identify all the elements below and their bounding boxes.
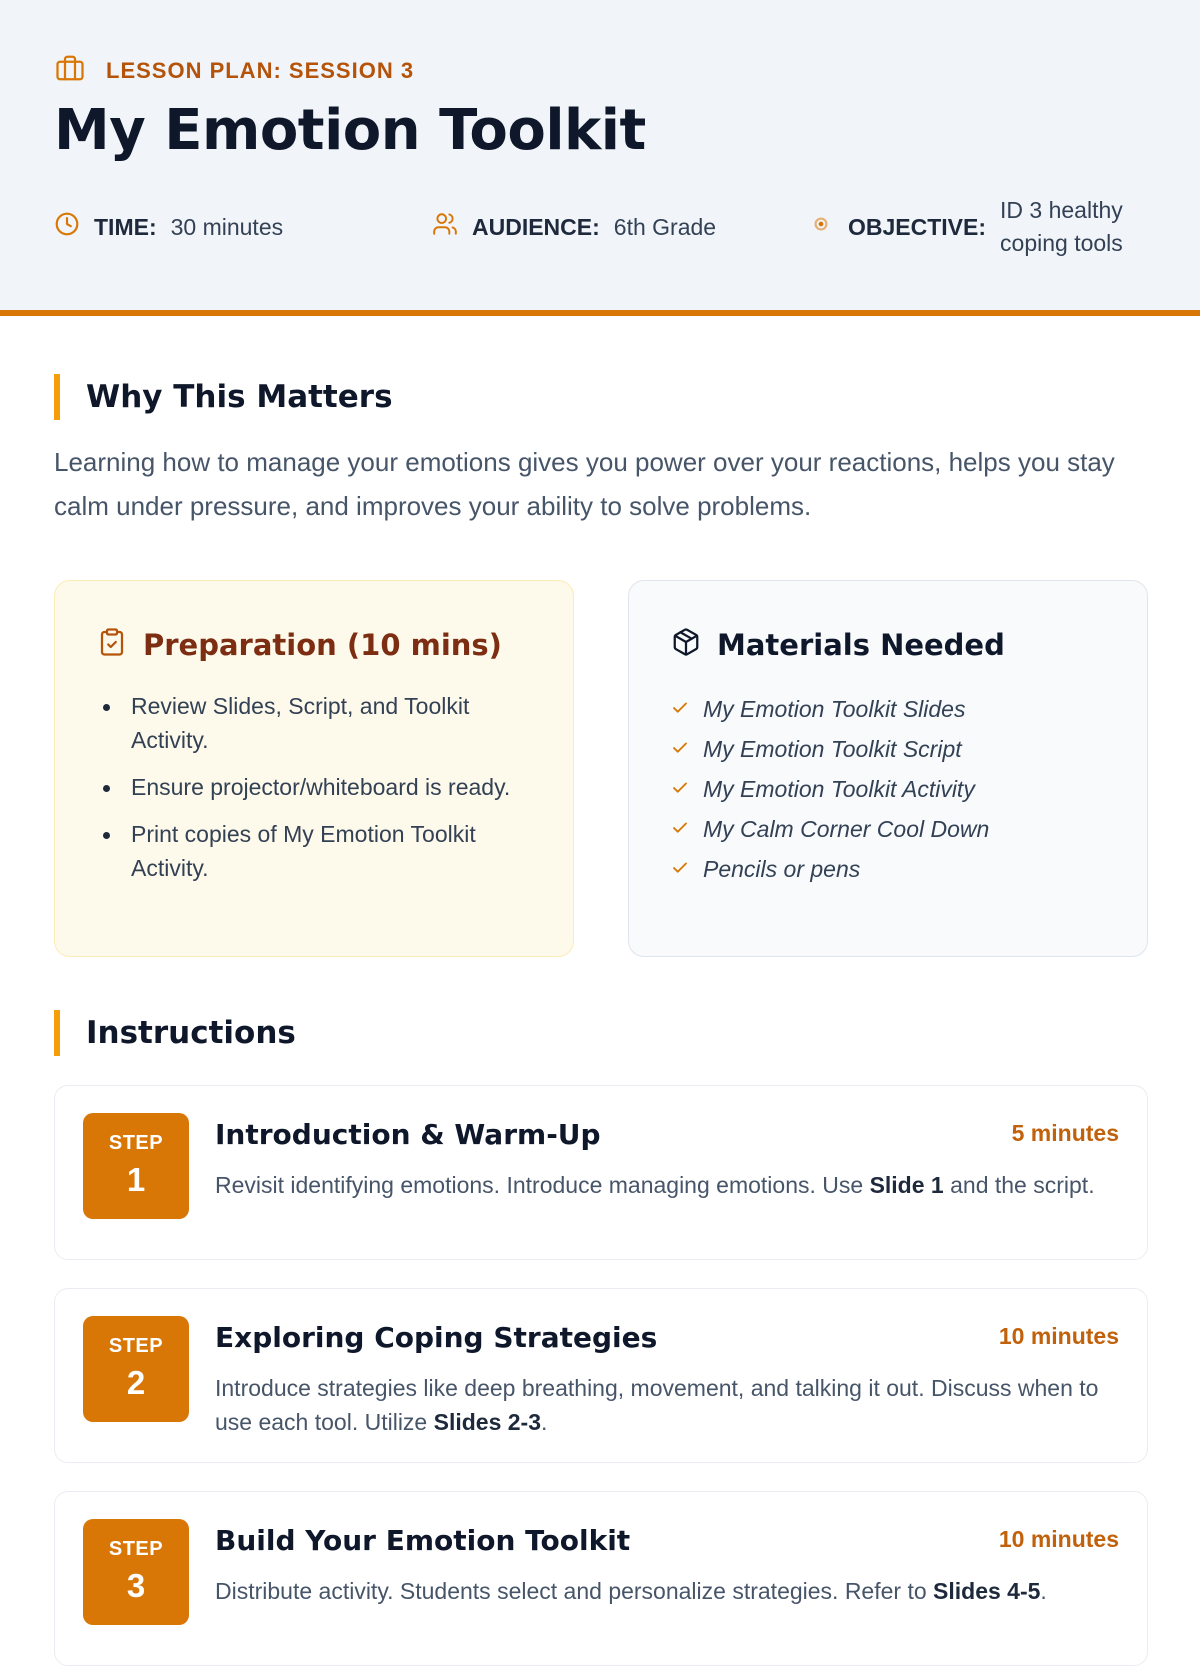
materials-item-label: My Emotion Toolkit Activity	[703, 775, 975, 802]
step-card	[54, 1085, 1148, 1260]
step-duration: 10 minutes	[998, 1526, 1119, 1552]
materials-item	[671, 849, 1107, 889]
meta-time-value: 30 minutes	[170, 213, 284, 240]
step-title: Build Your Emotion Toolkit	[215, 1524, 631, 1557]
preparation-heading: Preparation (10 mins)	[143, 628, 502, 662]
step-card	[54, 1491, 1148, 1666]
materials-item-label: My Emotion Toolkit Slides	[703, 695, 966, 722]
step-card	[54, 1288, 1148, 1463]
briefcase-icon	[54, 53, 86, 89]
step-description: Distribute activity. Students select and personalize strategies. Refer to Slides 4-5.	[215, 1578, 1047, 1604]
materials-header	[671, 625, 1107, 665]
step-badge-word: STEP	[108, 1132, 164, 1154]
materials-item	[671, 689, 1107, 729]
preparation-list	[97, 689, 533, 885]
step-badge-number: 3	[126, 1567, 146, 1604]
step-title: Exploring Coping Strategies	[215, 1321, 658, 1354]
package-icon	[671, 627, 701, 664]
materials-heading: Materials Needed	[717, 628, 1005, 662]
users-icon	[432, 211, 472, 243]
step-title: Introduction & Warm-Up	[215, 1118, 601, 1151]
meta-time-label: TIME:	[94, 213, 157, 240]
meta-objective	[808, 196, 1150, 258]
lesson-eyebrow	[54, 56, 414, 86]
meta-audience-value: 6th Grade	[613, 213, 717, 240]
step-badge-word: STEP	[108, 1335, 164, 1357]
step-badge	[83, 1519, 189, 1625]
preparation-item: Ensure projector/whiteboard is ready.	[97, 770, 517, 804]
materials-item-label: My Emotion Toolkit Script	[703, 735, 962, 762]
meta-audience	[432, 196, 716, 258]
step-badge-number: 2	[126, 1364, 146, 1401]
step-badge-word: STEP	[108, 1538, 164, 1560]
meta-objective-value: ID 3 healthy coping tools	[1000, 197, 1123, 256]
preparation-card	[54, 580, 574, 957]
check-icon	[671, 736, 689, 763]
meta-audience-label: AUDIENCE:	[472, 213, 600, 240]
preparation-item: Print copies of My Emotion Toolkit Activity.	[97, 817, 517, 885]
step-description: Revisit identifying emotions. Introduce managing emotions. Use Slide 1 and the script.	[215, 1172, 1095, 1198]
clock-icon	[54, 211, 94, 243]
why-text: Learning how to manage your emotions gives you power over your reactions, helps you stay calm under pressure, and improves your ability to solve problems.	[54, 447, 1115, 521]
meta-objective-label: OBJECTIVE:	[848, 213, 987, 240]
instructions-heading: Instructions	[54, 1010, 296, 1056]
check-icon	[671, 856, 689, 883]
materials-item	[671, 729, 1107, 769]
step-slide-ref: Slides 2-3	[433, 1409, 542, 1435]
lesson-header	[0, 0, 1200, 316]
step-description: Introduce strategies like deep breathing, movement, and talking it out. Discuss when to use each tool. Utilize Slides 2-3.	[215, 1375, 1099, 1435]
preparation-item: Review Slides, Script, and Toolkit Activity.	[97, 689, 517, 757]
step-badge	[83, 1316, 189, 1422]
preparation-header	[97, 625, 533, 665]
why-heading: Why This Matters	[54, 374, 393, 420]
materials-item	[671, 809, 1107, 849]
eyebrow-text: LESSON PLAN: SESSION 3	[106, 58, 415, 83]
check-icon	[671, 816, 689, 843]
materials-item	[671, 769, 1107, 809]
materials-card	[628, 580, 1148, 957]
step-slide-ref: Slides 4-5	[933, 1578, 1041, 1604]
check-icon	[671, 776, 689, 803]
step-badge-number: 1	[126, 1161, 146, 1198]
materials-list	[671, 689, 1107, 889]
materials-item-label: Pencils or pens	[703, 855, 861, 882]
step-duration: 10 minutes	[998, 1323, 1119, 1349]
clipboard-check-icon	[97, 627, 127, 664]
meta-time	[54, 196, 283, 258]
step-badge	[83, 1113, 189, 1219]
target-icon	[808, 211, 848, 243]
page-title: My Emotion Toolkit	[54, 98, 646, 163]
step-slide-ref: Slide 1	[869, 1172, 944, 1198]
check-icon	[671, 696, 689, 723]
step-duration: 5 minutes	[1011, 1120, 1119, 1146]
materials-item-label: My Calm Corner Cool Down	[703, 815, 990, 842]
